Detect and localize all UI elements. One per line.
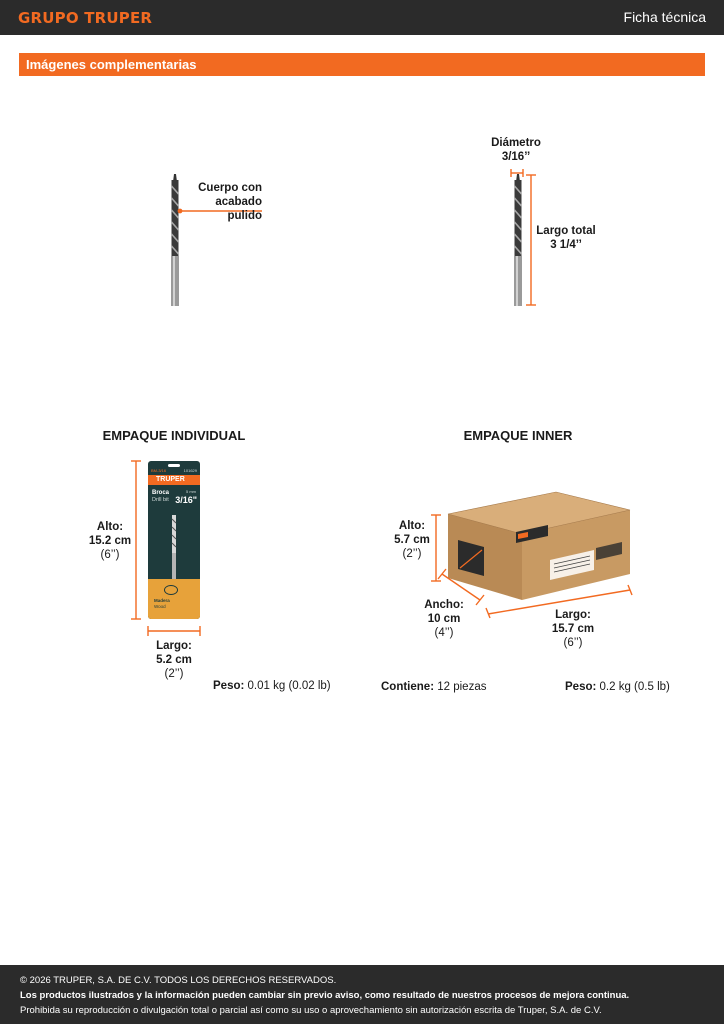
individual-length-line: [147, 626, 201, 636]
card-title-en: Drill bit: [152, 497, 169, 503]
page-header: [0, 0, 724, 35]
card-material-es: Madera: [154, 598, 170, 603]
inner-height-label: Alto: 5.7 cm (2’’): [394, 520, 430, 560]
card-title-es: Broca: [152, 490, 170, 496]
card-drill-bit-icon: [169, 515, 179, 579]
inner-width-label: Ancho: 10 cm (4’’): [424, 599, 464, 639]
inner-contents: Contiene: 12 piezas: [381, 681, 487, 693]
individual-length-label: Largo: 5.2 cm (2’’): [156, 640, 192, 680]
card-sku: BM-3/16: [151, 468, 167, 473]
card-size: 3/16": [175, 495, 197, 505]
brand-logo: GRUPO TRUPER: [18, 9, 153, 27]
footer-notice: Los productos ilustrados y la información pueden cambiar sin previo aviso, como resultado de nuestros procesos de mejora continua.: [20, 990, 630, 1001]
inner-length-label: Largo: 15.7 cm (6’’): [551, 609, 595, 649]
individual-package-heading: EMPAQUE INDIVIDUAL: [102, 428, 246, 443]
callout-polished-body: Cuerpo con acabado pulido: [198, 182, 262, 222]
card-hang-hole: [168, 464, 180, 467]
card-code: 101629: [183, 468, 197, 473]
card-material-en: Wood: [154, 604, 166, 609]
footer-copyright: © 2026 TRUPER, S.A. DE C.V. TODOS LOS DERECHOS RESERVADOS.: [20, 975, 337, 986]
document-type: Ficha técnica: [623, 9, 706, 25]
inner-weight: Peso: 0.2 kg (0.5 lb): [565, 681, 670, 693]
diameter-label: Diámetro 3/16’’: [491, 137, 541, 163]
individual-height-label: Alto: 15.2 cm (6’’): [88, 521, 132, 561]
section-title: Imágenes complementarias: [26, 57, 197, 72]
section-bar: [19, 53, 705, 76]
page-footer: [0, 965, 724, 1024]
wood-grain-icon: [164, 585, 178, 595]
card-brand: TRUPER: [156, 476, 185, 483]
card-size-mm: 5 mm: [186, 489, 196, 494]
total-length-label: Largo total 3 1/4’’: [536, 225, 596, 251]
inner-package-heading: EMPAQUE INNER: [463, 428, 573, 443]
individual-weight: Peso: 0.01 kg (0.02 lb): [213, 680, 331, 692]
individual-package-card: [148, 461, 200, 619]
card-brand-strip: [148, 475, 200, 485]
card-material-block: [148, 579, 200, 619]
footer-prohibition: Prohibida su reproducción o divulgación total o parcial así como su uso o aprovechamiento sin autorización escrita de Truper, S.A. de C.V.: [20, 1005, 602, 1016]
